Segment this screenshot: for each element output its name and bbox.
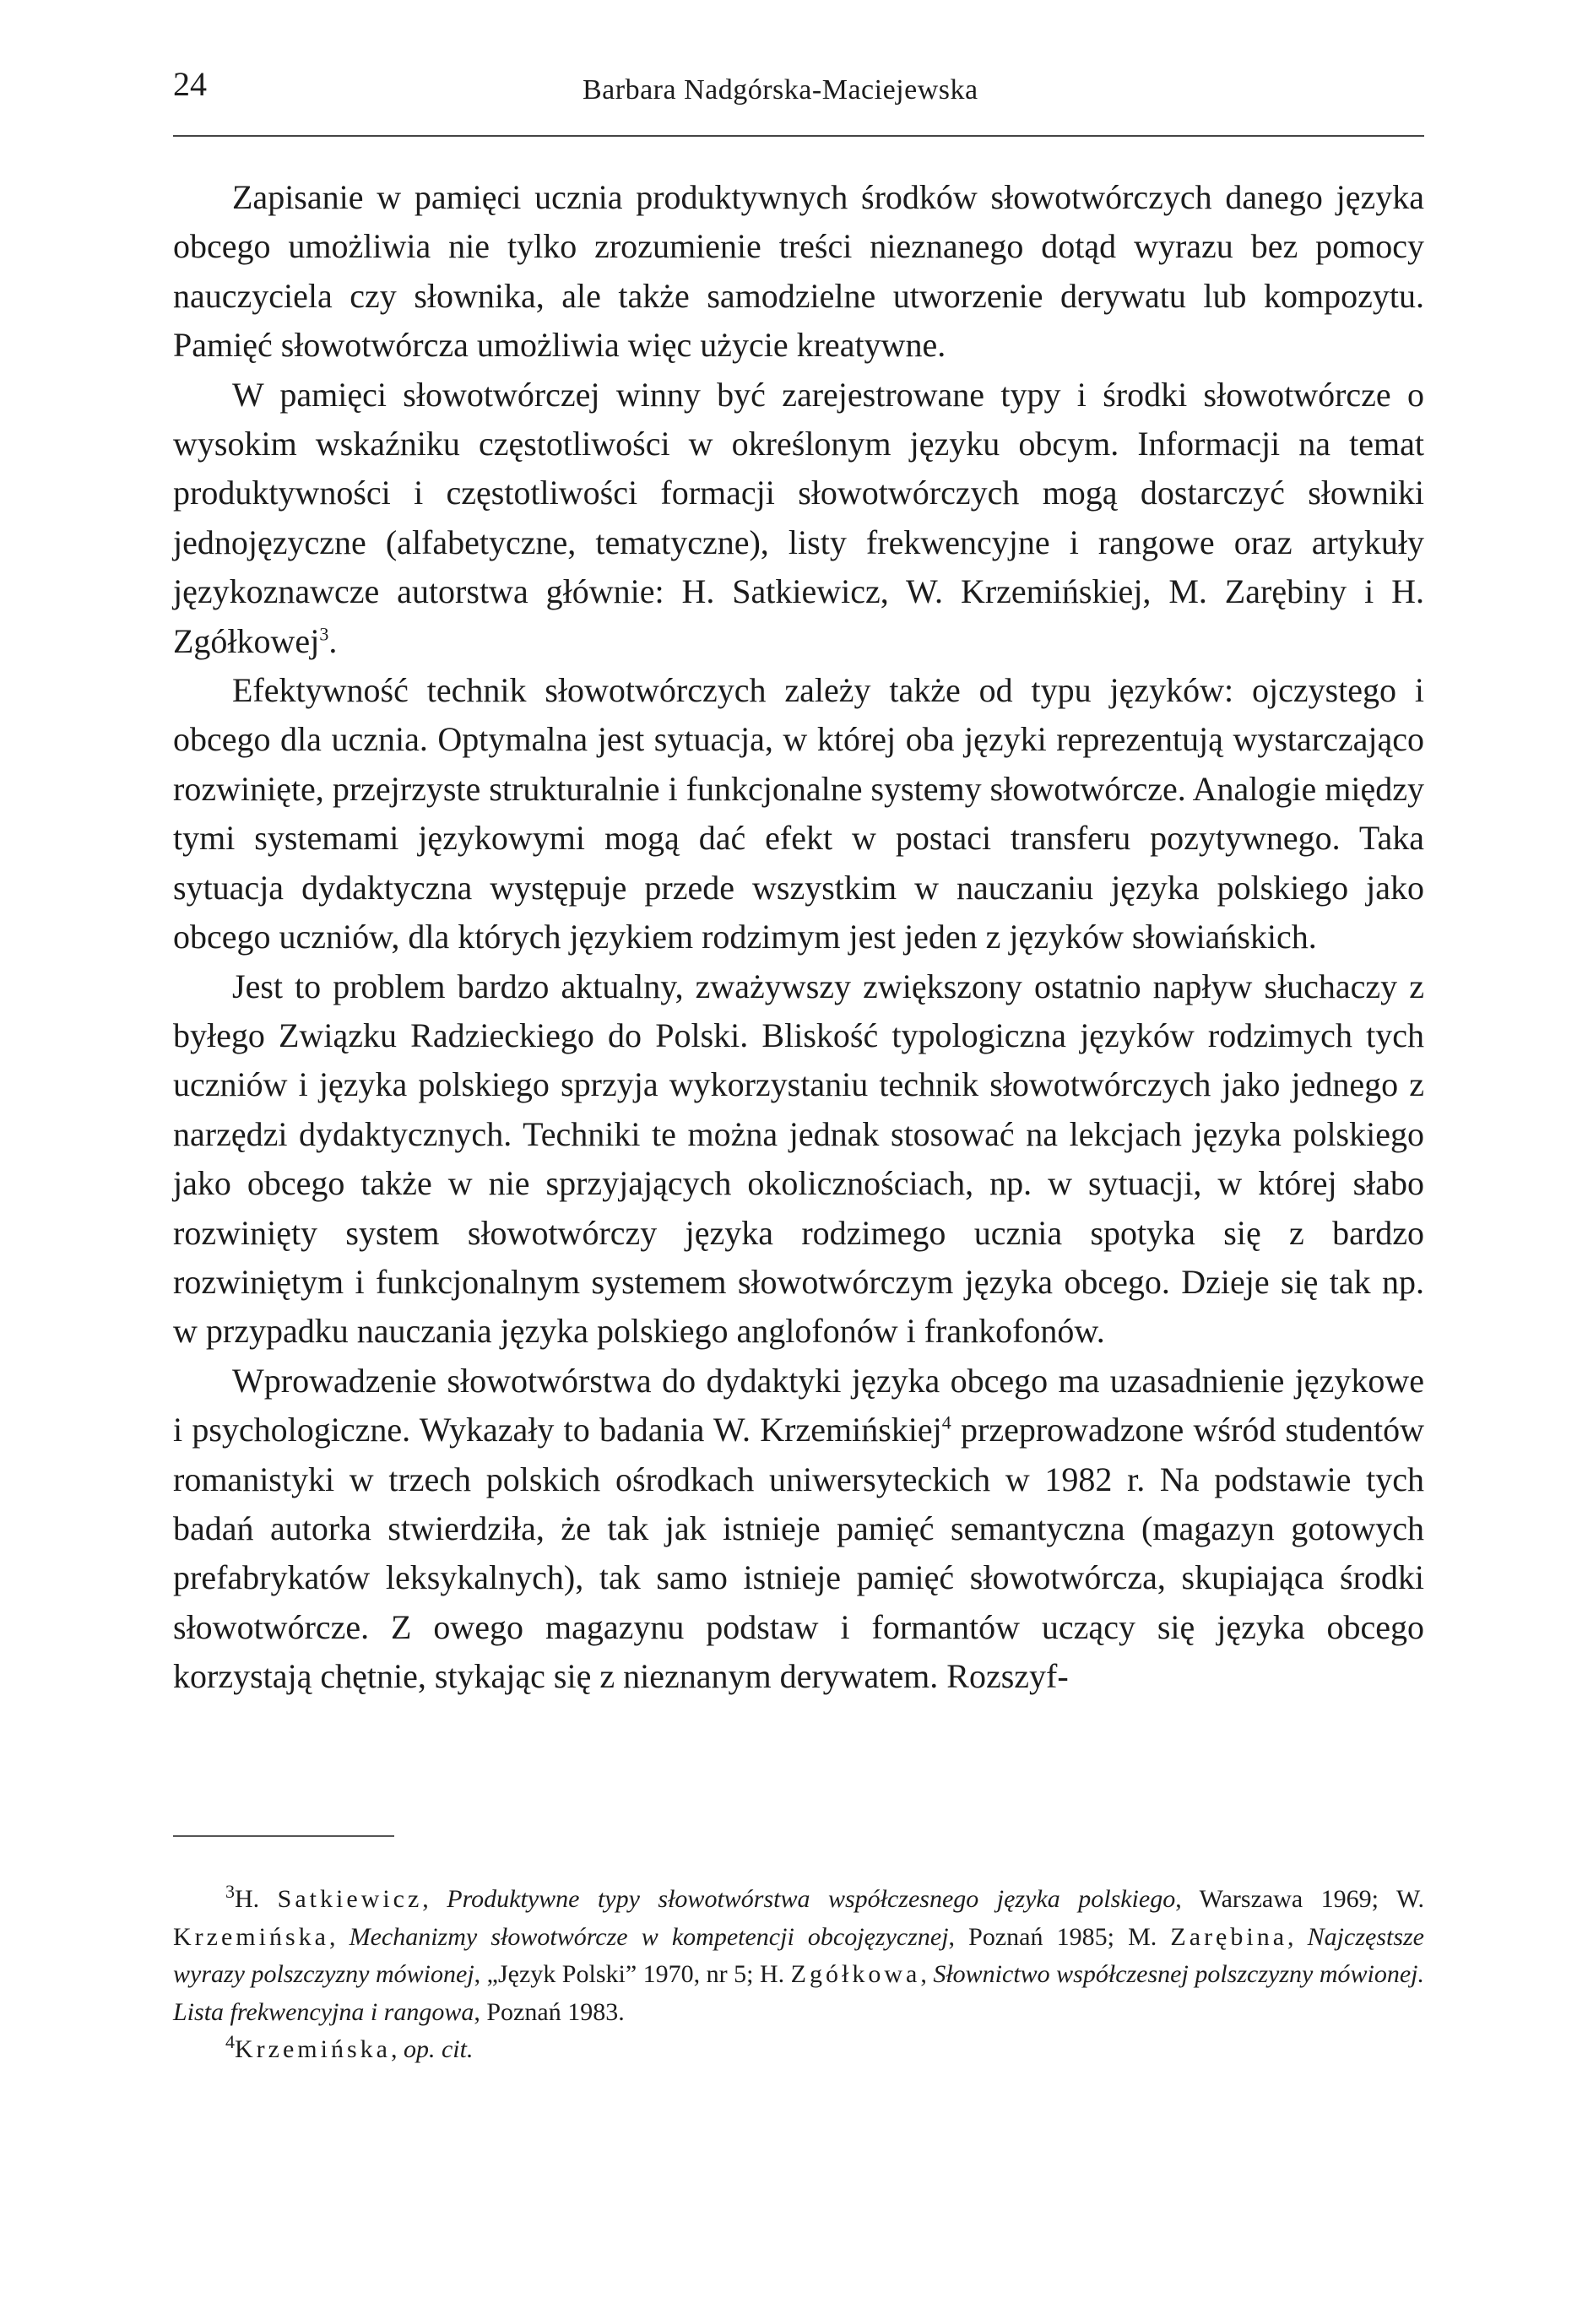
fn3-pub-1: , Warszawa 1969; W. [1175, 1885, 1425, 1913]
fn3-pub-3: , „Język Polski” 1970, nr 5; H. [474, 1960, 791, 1988]
fn3-sep-2: , [328, 1922, 350, 1951]
footnote-4-number: 4 [225, 2031, 235, 2052]
fn3-title-1: Produktywne typy słowotwórstwa współczesnego języka polskiego [447, 1885, 1176, 1913]
header-rule [173, 135, 1424, 137]
paragraph-2-end: . [328, 621, 338, 660]
fn4-author: Krzemińska [235, 2035, 391, 2063]
footnote-3 [173, 1881, 1424, 2031]
paragraph-1: Zapisanie w pamięci ucznia produktywnych środków słowotwórczych danego języka obcego umożliwia nie tylko zrozumienie treści nieznanego dotąd wyrazu bez pomocy nauczyciela czy słownika, ale także samodzielne utworzenie derywatu lub kompozytu. Pamięć słowotwórcza umożliwia więc użycie kreatywne. [173, 178, 1424, 365]
paragraph-3: Efektywność technik słowotwórczych zależy także od typu języków: ojczystego i obcego dla ucznia. Optymalna jest sytuacja, w której oba języki reprezentują wystarczająco rozwinięte, przejrzyste strukturalnie i funkcjonalne systemy słowotwórcze. Analogie między tymi systemami językowymi mogą dać efekt w postaci transferu pozytywnego. Taka sytuacja dydaktyczna występuje przede wszystkim w nauczaniu języka polskiego jako obcego uczniów, dla których językiem rodzimym jest jeden z języków słowiańskich. [173, 671, 1424, 956]
running-head-author: Barbara Nadgórska-Maciejewska [583, 74, 978, 106]
footnote-4 [173, 2031, 1424, 2069]
paragraph-5-text: Wprowadzenie słowotwórstwa do dydaktyki języka obcego ma uzasadnienie językowe i psychologiczne. Wykazały to badania W. Krzemińskiej [173, 1361, 1424, 1449]
paragraph-2 [173, 371, 1424, 666]
fn3-title-2: Mechanizmy słowotwórcze w kompetencji obcojęzycznej [349, 1922, 949, 1951]
footnote-separator [173, 1835, 394, 1837]
footnote-ref-3: 3 [319, 623, 329, 645]
fn3-pub-2: , Poznań 1985; M. [948, 1922, 1171, 1951]
fn3-author-4: Zgółkowa [790, 1960, 921, 1988]
paragraph-4: Jest to problem bardzo aktualny, zważywszy zwiększony ostatnio napływ słuchaczy z byłego Związku Radzieckiego do Polski. Bliskość typologiczna języków rodzimych tych uczniów i języka polskiego sprzyja wykorzystaniu technik słowotwórczych jako jednego z narzędzi dydaktycznych. Techniki te można jednak stosować na lekcjach języka polskiego jako obcego także w nie sprzyjających okolicznościach, np. w sytuacji, w której słabo rozwinięty system słowotwórczy języka rodzimego ucznia spotyka się z bardzo rozwiniętym i funkcjonalnym systemem słowotwórczym języka obcego. Dzieje się tak np. w przypadku nauczania języka polskiego anglofonów i frankofonów. [173, 967, 1424, 1351]
fn3-title-4: Słownictwo współczesnej polszczyzny mówionej. Lista frekwencyjna i rangowa [173, 1960, 1424, 2026]
fn3-initial-1: H. [235, 1885, 278, 1913]
fn3-pub-4: , Poznań 1983. [474, 1997, 625, 2026]
fn3-author-2: Krzemińska [173, 1922, 329, 1951]
fn3-sep-3: , [1287, 1922, 1308, 1951]
fn3-sep-1: , [422, 1885, 447, 1913]
body-text [173, 173, 1424, 1702]
footnote-ref-4: 4 [941, 1411, 951, 1433]
paragraph-5-rest: przeprowadzone wśród studentów romanistyki w trzech polskich ośrodkach uniwersyteckich w 1982 r. Na podstawie tych badań autorka stwierdziła, że tak jak istnieje pamięć semantyczna (magazyn gotowych prefabrykatów leksykalnych), tak samo istnieje pamięć słowotwórcza, skupiająca środki słowotwórcze. Z owego magazynu podstaw i formantów uczący się języka obcego korzystają chętnie, stykając się z nieznanym derywatem. Rozszyf- [173, 1411, 1424, 1696]
fn3-author-1: Satkiewicz [277, 1885, 423, 1913]
page-number: 24 [173, 65, 207, 103]
fn3-title-3: Najczęstsze wyrazy polszczyzny mówionej [173, 1922, 1424, 1988]
footnote-3-number: 3 [225, 1881, 235, 1902]
paragraph-2-text: W pamięci słowotwórczej winny być zarejestrowane typy i środki słowotwórcze o wysokim wskaźniku częstotliwości w określonym języku obcym. Informacji na temat produktywności i częstotliwości formacji słowotwórczych mogą dostarczyć słowniki jednojęzyczne (alfabetyczne, tematyczne), listy frekwencyjne i rangowe oraz artykuły językoznawcze autorstwa głównie: H. Satkiewicz, W. Krzemińskiej, M. Zarębiny i H. Zgółkowej [173, 375, 1424, 660]
fn3-author-3: Zarębina [1170, 1922, 1288, 1951]
fn3-sep-4: , [920, 1960, 934, 1988]
paragraph-5 [173, 1357, 1424, 1702]
fn4-sep: , [390, 2035, 404, 2063]
running-head [173, 65, 1424, 135]
fn4-title: op. cit. [403, 2035, 474, 2063]
page [173, 65, 1425, 2063]
footnotes [173, 1881, 1424, 2069]
